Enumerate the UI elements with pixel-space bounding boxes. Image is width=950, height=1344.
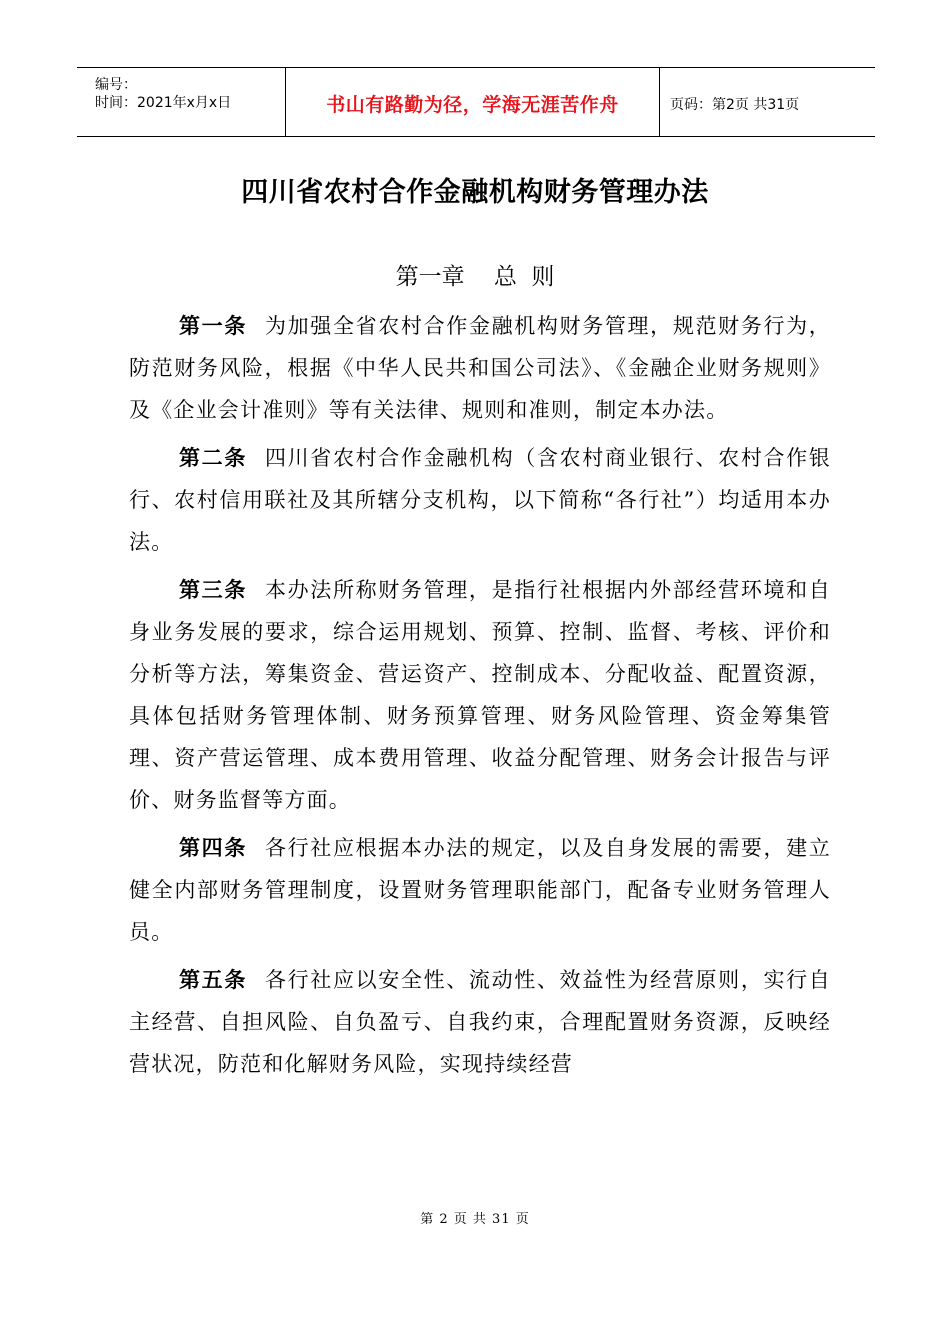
article-label: 第一条 [179,314,247,338]
page-footer: 第 2 页 共 31 页 [420,1212,530,1227]
document-number-label: 编号： [95,77,137,93]
page-header [77,67,875,137]
article-label: 第五条 [179,968,247,992]
document-body [129,305,831,1091]
article-text: 四川省农村合作金融机构（含农村商业银行、农村合作银行、农村信用联社及其所辖分支机构，以下简称“各行社”）均适用本办法。 [129,446,831,554]
header-meta-cell [77,68,286,136]
document-title: 四川省农村合作金融机构财务管理办法 [241,177,709,208]
article-label: 第二条 [179,446,247,470]
article-paragraph [129,827,831,953]
article-label: 第三条 [179,578,247,602]
article-label: 第四条 [179,836,247,860]
header-page-cell [660,68,875,136]
header-motto: 书山有路勤为径，学海无涯苦作舟 [326,94,619,116]
article-text: 为加强全省农村合作金融机构财务管理，规范财务行为，防范财务风险，根据《中华人民共和国公司法》、《金融企业财务规则》及《企业会计准则》等有关法律、规则和准则，制定本办法。 [129,314,831,422]
document-time-label: 时间：2021年x月x日 [95,95,232,111]
chapter-number: 第一章 [395,264,465,290]
article-text: 各行社应根据本办法的规定，以及自身发展的需要，建立健全内部财务管理制度，设置财务管理职能部门，配备专业财务管理人员。 [129,836,831,944]
article-text: 本办法所称财务管理，是指行社根据内外部经营环境和自身业务发展的要求，综合运用规划、预算、控制、监督、考核、评价和分析等方法，筹集资金、营运资产、控制成本、分配收益、配置资源，具体包括财务管理体制、财务预算管理、财务风险管理、资金筹集管理、资产营运管理、成本费用管理、收益分配管理、财务会计报告与评价、财务监督等方面。 [129,578,831,812]
chapter-name: 总 则 [493,264,555,290]
article-paragraph [129,305,831,431]
chapter-heading [0,258,950,291]
article-text: 各行社应以安全性、流动性、效益性为经营原则，实行自主经营、自担风险、自负盈亏、自我约束，合理配置财务资源，反映经营状况，防范和化解财务风险，实现持续经营 [129,968,831,1076]
header-motto-cell [286,68,660,136]
article-paragraph [129,437,831,563]
header-page-number: 页码：第2页 共31页 [670,97,800,113]
article-paragraph [129,959,831,1085]
article-paragraph [129,569,831,821]
